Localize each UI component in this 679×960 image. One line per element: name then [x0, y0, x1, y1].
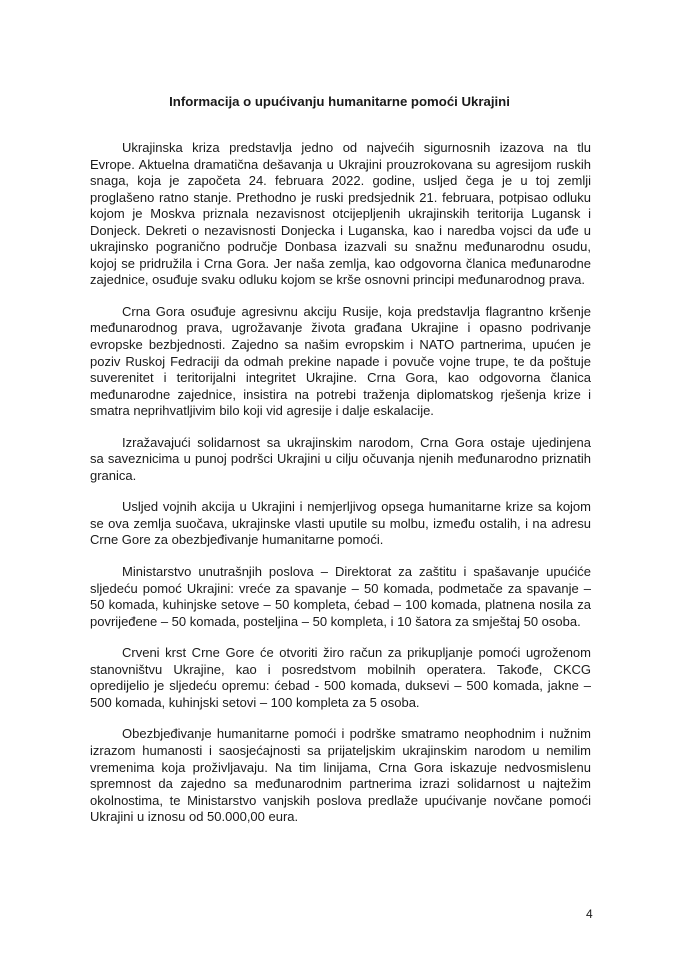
- paragraph: [90, 435, 591, 485]
- paragraph: [90, 645, 591, 711]
- paragraph-line: poziv Ruskoj Fedraciji da odmah prekine napade i povuče vojne trupe, te da poštuje: [90, 353, 591, 369]
- paragraph-line: vremenima koja proživljavaju. Na tim linijama, Crna Gora iskazuje nedvosmislenu: [90, 759, 591, 775]
- paragraph-line: stanovništvu Ukrajine, kao i posredstvom mobilnih operatera. Takođe, CKCG: [90, 661, 591, 677]
- paragraph-line: Izražavajući solidarnost sa ukrajinskim narodom, Crna Gora ostaje ujedinjena: [122, 434, 591, 450]
- paragraph-line: međunarodne zajednice, insistira na potrebi traženja diplomatskog rješenja krize i: [90, 386, 591, 402]
- paragraph-line: Obezbjeđivanje humanitarne pomoći i podrške smatramo neophodnim i nužnim: [122, 726, 591, 742]
- paragraph-line: Usljed vojnih akcija u Ukrajini i nemjerljivog opsega humanitarne krize sa kojom: [122, 499, 591, 515]
- paragraph-line: kojoj se pridružila i Crna Gora. Jer naša zemlja, kao odgovorna članica međunarodne: [90, 255, 591, 271]
- paragraph-line: Ministarstvo unutrašnjih poslova – Direktorat za zaštitu i spašavanje upućiće: [122, 564, 591, 580]
- paragraph: [90, 564, 591, 630]
- paragraph-line: zajednice, osuđuje svaku odluku kojom se krše osnovni principi međunarodnog prava.: [90, 272, 586, 288]
- paragraph-line: Donjeck. Dekreti o nezavisnosti Donjecka i Luganska, kao i naredba vojsci da uđe u: [90, 222, 591, 238]
- paragraph-line: sa saveznicima u punoj podršci Ukrajini u cilju očuvanja njenih međunarodno priznatih: [90, 451, 591, 467]
- paragraph-line: evropske bezbjednosti. Zajedno sa našim evropskim i NATO partnerima, upućen je: [90, 337, 591, 353]
- paragraph-line: međunarodnog prava, ugrožavanje života građana Ukrajine i opasno podrivanje: [90, 320, 591, 336]
- paragraph-line: se ova zemlja suočava, ukrajinske vlasti uputile su molbu, između ostalih, i na adresu: [90, 515, 591, 531]
- paragraph-line: sljedeću pomoć Ukrajini: vreće za spavanje – 50 komada, podmetače za spavanje –: [90, 580, 591, 596]
- paragraph-line: povrijeđene – 50 komada, posteljina – 50 kompleta, i 10 šatora za smještaj 50 osoba.: [90, 613, 581, 629]
- paragraph: [90, 499, 591, 549]
- paragraph-line: kojom je Moskva priznala nezavisnost otcijepljenih ukrajinskih teritorija Lugansk i: [90, 206, 591, 222]
- paragraph-line: izrazom humanosti i saosjećajnosti sa prijateljskim ukrajinskim narodom u nemilim: [90, 742, 591, 758]
- paragraph-line: suverenitet i teritorijalni integritet Ukrajine. Crna Gora, kao odgovorna članica: [90, 370, 591, 386]
- paragraph-line: Crna Gora osuđuje agresivnu akciju Rusije, koja predstavlja flagrantno kršenje: [122, 303, 591, 319]
- paragraph-line: granica.: [90, 467, 137, 483]
- paragraph: [90, 304, 591, 420]
- paragraph-line: okolnostima, te Ministarstvo vanjskih poslova predlaže upućivanje novčane pomoći: [90, 792, 591, 808]
- paragraph: [90, 726, 591, 825]
- paragraph-line: Ukrajini u iznosu od 50.000,00 eura.: [90, 809, 299, 825]
- paragraph-line: 50 komada, kuhinjske setove – 50 kompleta, ćebad – 100 komada, platnena nosila za: [90, 597, 591, 613]
- document-body: [90, 140, 591, 841]
- paragraph-line: Evrope. Aktuelna dramatična dešavanja u Ukrajini prouzrokovana su agresijom ruskih: [90, 156, 591, 172]
- paragraph-line: opredijelio je sljedeću opremu: ćebad - 500 komada, duksevi – 500 komada, jakne –: [90, 678, 591, 694]
- document-title: Informacija o upućivanju humanitarne pomoći Ukrajini: [169, 94, 510, 109]
- paragraph-line: ukrajinsko pogranično područje Donbasa izazvali su snažnu međunarodnu osudu,: [90, 239, 591, 255]
- paragraph-line: snaga, koja je započeta 24. februara 2022. godine, usljed čega je u toj zemlji: [90, 173, 591, 189]
- paragraph-line: smatra neprihvatljivim bilo koji vid agresije i dalje eskalacije.: [90, 403, 434, 419]
- paragraph-line: Ukrajinska kriza predstavlja jedno od najvećih sigurnosnih izazova na tlu: [122, 140, 591, 155]
- paragraph-line: proglašeno ratno stanje. Prethodno je ruski predsjednik 21. februara, potpisao odluku: [90, 189, 591, 205]
- paragraph: [90, 140, 591, 289]
- paragraph-line: 500 komada, kuhinjski setovi – 100 kompleta za 5 osoba.: [90, 694, 420, 710]
- paragraph-line: Crne Gore za obezbjeđivanje humanitarne pomoći.: [90, 532, 384, 548]
- paragraph-line: Crveni krst Crne Gore će otvoriti žiro račun za prikupljanje pomoći ugroženom: [122, 645, 591, 661]
- paragraph-line: spremnost da zajedno sa međunarodnim partnerima izrazi solidarnost u najtežim: [90, 776, 591, 792]
- page-number: 4: [586, 907, 593, 921]
